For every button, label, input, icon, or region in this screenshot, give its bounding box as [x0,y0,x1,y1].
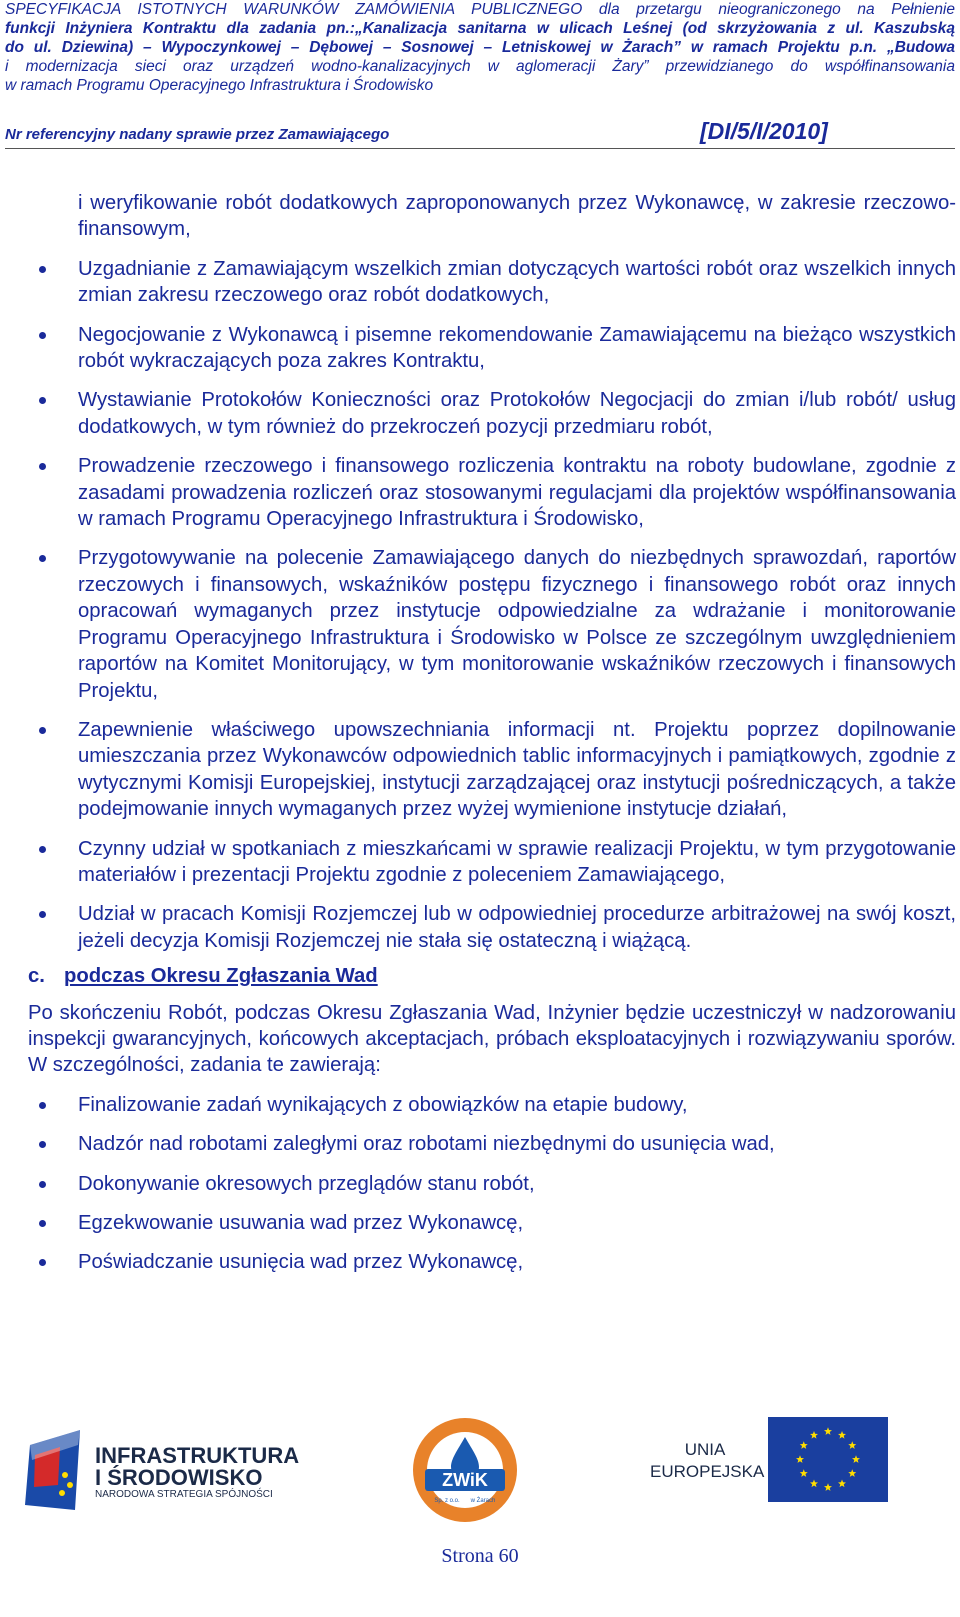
eu-logo-text: UNIA EUROPEJSKA [650,1440,765,1481]
eu-logo [650,1417,890,1507]
list-item: Prowadzenie rzeczowego i finansowego rozliczenia kontraktu na roboty budowlane, zgodnie z zasadami prowadzenia rozliczeń oraz stosowanymi regulacjami dla projektów współfinansowania w ramach Programu Operacyjnego Infrastruktura i Środowisko, [28,453,956,532]
document-header [5,0,955,95]
section-title: podczas Okresu Zgłaszania Wad [64,965,378,988]
header-line-1: SPECYFIKACJA ISTOTNYCH WARUNKÓW ZAMÓWIENIA PUBLICZNEGO dla przetargu nieograniczonego na Pełnienie [5,1,955,18]
header-line-3: do ul. Dziewina) – Wypoczynkowej – Dębowej – Sosnowej – Letniskowej w Żarach” w ramach Projektu p.n. „Budowa [5,39,955,56]
zwik-main-text: ZWiK [442,1470,488,1490]
document-body [28,190,956,1289]
section-intro: Po skończeniu Robót, podczas Okresu Zgłaszania Wad, Inżynier będzie uczestniczył w nadzorowaniu inspekcji gwarancyjnych, końcowych akceptacjach, próbach eksploatacyjnych i rozwiązywaniu sporów. W szczególności, zadania te zawierają: [28,1001,956,1077]
section-heading [28,963,956,989]
reference-number: [DI/5/I/2010] [700,118,828,144]
bullet-icon [39,1220,46,1227]
bullet-icon [39,266,46,273]
bullet-icon [39,1181,46,1188]
header-line-2: funkcji Inżyniera Kontraktu dla zadania pn.:„Kanalizacja sanitarna w ulicach Leśnej (od skrzyżowania z ul. Kaszubską [5,20,955,37]
bullet-icon [39,332,46,339]
ie-logo-text: INFRASTRUKTURA I ŚRODOWISKO [95,1443,300,1490]
bullet-icon [39,727,46,734]
bullet-icon [39,463,46,470]
svg-text:w Żarach: w Żarach [470,1498,496,1504]
list-item: Poświadczanie usunięcia wad przez Wykonawcę, [28,1249,956,1275]
list-item: Czynny udział w spotkaniach z mieszkańcami w sprawie realizacji Projektu, w tym przygotowanie materiałów i prezentacji Projektu zgodnie z poleceniem Zamawiającego, [28,836,956,889]
list-item: Uzgadnianie z Zamawiającym wszelkich zmian dotyczących wartości robót oraz wszelkich innych zmian zakresu rzeczowego oraz robót dodatkowych, [28,256,956,309]
eu-flag-icon [768,1417,888,1502]
flag-icon [20,1425,90,1515]
header-line-5: w ramach Programu Operacyjnego Infrastruktura i Środowisko [5,77,434,94]
page-number: Strona 60 [441,1545,519,1567]
ie-logo-subtitle: NARODOWA STRATEGIA SPÓJNOŚCI [95,1489,273,1500]
zwik-seal-icon [395,1415,535,1525]
list-item: Zapewnienie właściwego upowszechniania informacji nt. Projektu poprzez dopilnowanie umieszczania przez Wykonawców odpowiednich tablic informacyjnych i pamiątkowych, zgodnie z wytycznymi Komisji Europejskiej, instytucji zarządzającej oraz instytucji pośredniczących, a także podejmowanie innych wymaganych przez wyżej wymienione instytucje działań, [28,717,956,823]
reference-label: Nr referencyjny nadany sprawie przez Zamawiającego [5,126,390,143]
section-letter: c. [28,965,45,988]
list-item: Finalizowanie zadań wynikających z obowiązków na etapie budowy, [28,1092,956,1118]
reference-bar [5,118,955,149]
bullet-icon [39,1141,46,1148]
list-item: Nadzór nad robotami zaległymi oraz robotami niezbędnymi do usunięcia wad, [28,1131,956,1157]
list-item: Przygotowywanie na polecenie Zamawiającego danych do niezbędnych sprawozdań, raportów rzeczowych i finansowych, wskaźników postępu fizycznego i finansowego robót oraz innych opracowań wymaganych przez instytucje odpowiedzialne za wdrażanie i monitorowanie Programu Operacyjnego Infrastruktura i Środowisko w Polsce ze szczególnym uwzględnieniem raportów na Komitet Monitorujący, w tym monitorowanie wskaźników rzeczowych i finansowych Projektu, [28,545,956,703]
list-item: Egzekwowanie usuwania wad przez Wykonawcę, [28,1210,956,1236]
list-item: Udział w pracach Komisji Rozjemczej lub w odpowiedniej procedurze arbitrażowej na swój koszt, jeżeli decyzja Komisji Rozjemczej nie stała się ostateczną i wiążącą. [28,901,956,954]
footer-logos [0,1405,960,1525]
svg-text:Sp. z o.o.: Sp. z o.o. [434,1498,460,1504]
infrastruktura-srodowisko-logo [20,1425,300,1515]
bullet-icon [39,846,46,853]
bullet-icon [39,397,46,404]
bullet-icon [39,1259,46,1266]
bullet-icon [39,555,46,562]
bullet-list-c [28,1092,956,1276]
bullet-icon [39,1102,46,1109]
list-item: Negocjowanie z Wykonawcą i pisemne rekomendowanie Zamawiającemu na bieżąco wszystkich robót wykraczających poza zakres Kontraktu, [28,322,956,375]
list-item: Dokonywanie okresowych przeglądów stanu robót, [28,1171,956,1197]
header-line-4: i modernizacja sieci oraz urządzeń wodno-kanalizacyjnych w aglomeracji Żary” przewidzianego do współfinansowania [5,58,955,75]
bullet-list-b [28,190,956,954]
zwik-logo [395,1415,535,1525]
list-item: Wystawianie Protokołów Konieczności oraz Protokołów Negocjacji do zmian i/lub robót/ usług dodatkowych, w tym również do przekroczeń pozycji przedmiaru robót, [28,387,956,440]
list-item-continuation: i weryfikowanie robót dodatkowych zaproponowanych przez Wykonawcę, w zakresie rzeczowo-finansowym, [78,192,956,241]
bullet-icon [39,911,46,918]
